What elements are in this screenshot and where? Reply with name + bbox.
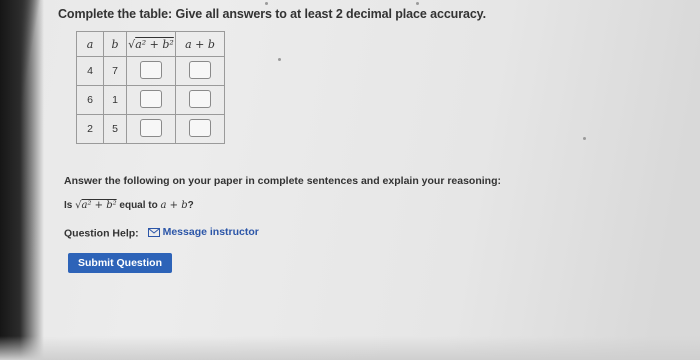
cell-a: 6 bbox=[77, 86, 104, 115]
cell-sqrt bbox=[127, 115, 176, 144]
cell-sqrt bbox=[127, 57, 176, 86]
answer-input-sum-2[interactable] bbox=[189, 90, 211, 108]
header-a: a bbox=[77, 32, 104, 57]
question-title: Complete the table: Give all answers to at least 2 decimal place accuracy. bbox=[58, 7, 486, 21]
screen-speck bbox=[265, 2, 268, 5]
instructions-text: Answer the following on your paper in complete sentences and explain your reasoning: bbox=[64, 175, 501, 187]
bottom-shadow bbox=[0, 336, 700, 360]
followup-radicand: a² + b² bbox=[81, 200, 117, 211]
cell-b: 7 bbox=[104, 57, 127, 86]
sqrt-expression bbox=[75, 200, 117, 211]
table-row bbox=[77, 86, 225, 115]
answer-table bbox=[76, 31, 225, 144]
answer-input-sqrt-1[interactable] bbox=[140, 61, 162, 79]
submit-question-button[interactable]: Submit Question bbox=[68, 253, 172, 273]
table-header-row bbox=[77, 32, 225, 57]
followup-prefix: Is bbox=[64, 200, 73, 211]
header-sum: a + b bbox=[176, 32, 225, 57]
monitor-bezel bbox=[0, 0, 44, 360]
cell-sqrt bbox=[127, 86, 176, 115]
cell-sum bbox=[176, 115, 225, 144]
sqrt-symbol: √ bbox=[128, 37, 136, 51]
question-help bbox=[64, 226, 259, 240]
cell-a: 4 bbox=[77, 57, 104, 86]
cell-a: 2 bbox=[77, 115, 104, 144]
answer-input-sqrt-2[interactable] bbox=[140, 90, 162, 108]
table-row bbox=[77, 115, 225, 144]
followup-question bbox=[64, 200, 194, 211]
question-help-label: Question Help: bbox=[64, 227, 139, 240]
cell-sum bbox=[176, 86, 225, 115]
screen-speck bbox=[416, 2, 419, 5]
header-radicand: a² + b² bbox=[135, 37, 174, 51]
cell-b: 1 bbox=[104, 86, 127, 115]
header-sqrt bbox=[127, 32, 176, 57]
message-instructor-link[interactable] bbox=[148, 226, 259, 238]
sum-expression: a + b bbox=[160, 200, 188, 211]
table-row bbox=[77, 57, 225, 86]
followup-suffix: ? bbox=[187, 200, 194, 211]
answer-input-sqrt-3[interactable] bbox=[140, 119, 162, 137]
cell-b: 5 bbox=[104, 115, 127, 144]
sqrt-symbol: √ bbox=[75, 200, 82, 211]
followup-middle: equal to bbox=[119, 200, 158, 211]
answer-input-sum-3[interactable] bbox=[189, 119, 211, 137]
screen-speck bbox=[583, 137, 586, 140]
cell-sum bbox=[176, 57, 225, 86]
message-instructor-label: Message instructor bbox=[162, 226, 259, 238]
answer-input-sum-1[interactable] bbox=[189, 61, 211, 79]
screen-speck bbox=[278, 58, 281, 61]
mail-icon bbox=[148, 228, 160, 237]
header-b: b bbox=[104, 32, 127, 57]
